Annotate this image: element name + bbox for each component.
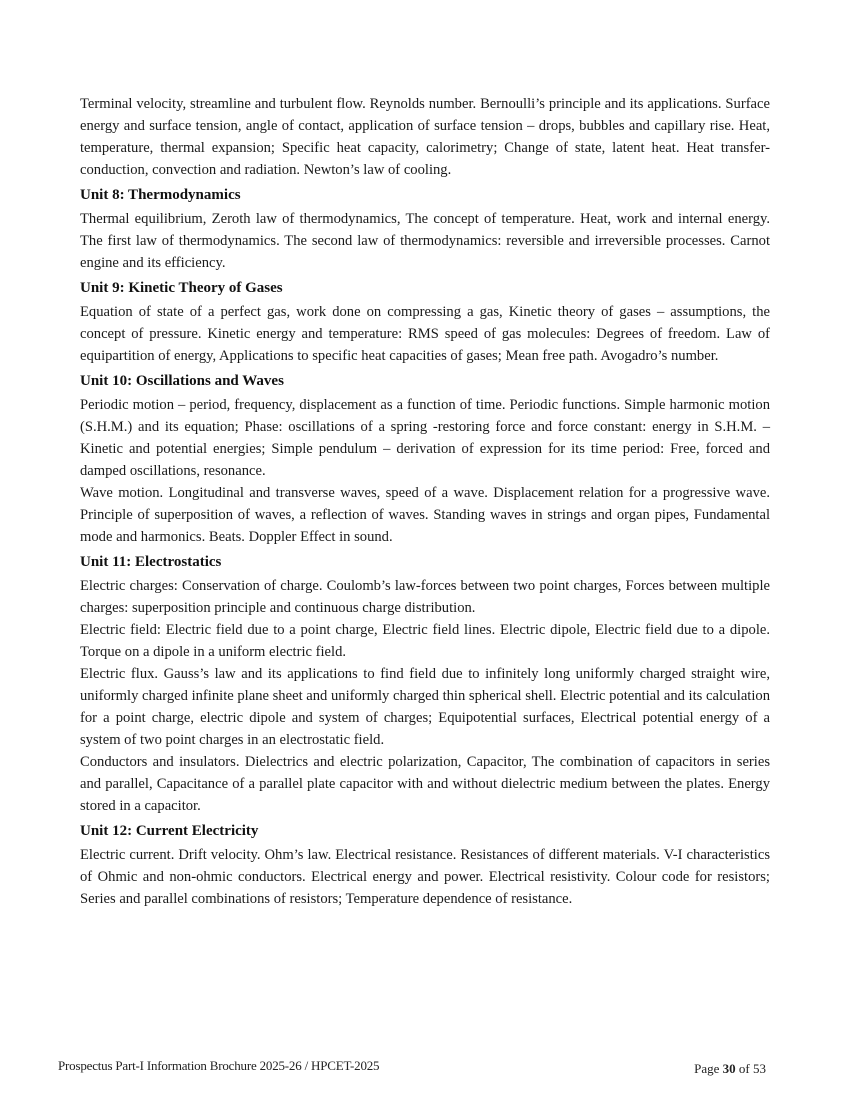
unit-paragraph: Electric field: Electric field due to a point charge, Electric field lines. Electric dipole, Electric field due to a dipole. Torque on a dipole in a uniform electric field.	[80, 622, 770, 660]
unit-paragraph: Thermal equilibrium, Zeroth law of thermodynamics, The concept of temperature. Heat, work and internal energy. The first law of thermodynamics. The second law of thermodynamics: reversible and irreversible processes. Carnot engine and its efficiency.	[80, 211, 770, 271]
unit-heading: Unit 10: Oscillations and Waves	[80, 373, 284, 389]
unit-paragraph: Equation of state of a perfect gas, work done on compressing a gas, Kinetic theory of gases – assumptions, the concept of pressure. Kinetic energy and temperature: RMS speed of gas molecules: Degrees of freedom. Law of equipartition of energy, Applications to specific heat capacities of gases; Mean free path. Avogadro’s number.	[80, 304, 770, 364]
footer-document-title: Prospectus Part-I Information Brochure 2025-26 / HPCET-2025	[58, 1058, 380, 1073]
unit-paragraph: Wave motion. Longitudinal and transverse waves, speed of a wave. Displacement relation for a progressive wave. Principle of superposition of waves, a reflection of waves. Standing waves in strings and organ pipes, Fundamental mode and harmonics. Beats. Doppler Effect in sound.	[80, 485, 770, 545]
intro-paragraph: Terminal velocity, streamline and turbulent flow. Reynolds number. Bernoulli’s principle and its applications. Surface energy and surface tension, angle of contact, application of surface tension – drops, bubbles and capillary rise. Heat, temperature, thermal expansion; Specific heat capacity, calorimetry; Change of state, latent heat. Heat transfer-conduction, convection and radiation. Newton’s law of cooling.	[80, 96, 770, 178]
unit-heading: Unit 11: Electrostatics	[80, 554, 222, 570]
unit-paragraph: Conductors and insulators. Dielectrics and electric polarization, Capacitor, The combination of capacitors in series and parallel, Capacitance of a parallel plate capacitor with and without dielectric medium between the plates. Energy stored in a capacitor.	[80, 754, 770, 814]
page-label: Page	[694, 1061, 720, 1076]
page-current: 30	[722, 1061, 736, 1076]
unit-paragraph: Electric current. Drift velocity. Ohm’s law. Electrical resistance. Resistances of different materials. V-I characteristics of Ohmic and non-ohmic conductors. Electrical energy and power. Electrical resistivity. Colour code for resistors; Series and parallel combinations of resistors; Temperature dependence of resistance.	[80, 847, 770, 907]
syllabus-content	[80, 93, 770, 910]
page-total: 53	[753, 1061, 766, 1076]
unit-paragraph: Electric flux. Gauss’s law and its applications to find field due to infinitely long uniformly charged straight wire, uniformly charged infinite plane sheet and uniformly charged thin spherical shell. Electric potential and its calculation for a point charge, electric dipole and system of charges; Equipotential surfaces, Electrical potential energy of a system of two point charges in an electrostatic field.	[80, 666, 771, 748]
page-number	[694, 1061, 766, 1077]
unit-11-section	[80, 550, 770, 817]
unit-paragraph: Periodic motion – period, frequency, displacement as a function of time. Periodic functions. Simple harmonic motion (S.H.M.) and its equation; Phase: oscillations of a spring -restoring force and force constant: energy in S.H.M. – Kinetic and potential energies; Simple pendulum – derivation of expression for its time period: Free, forced and damped oscillations, resonance.	[80, 397, 770, 479]
unit-8-section	[80, 183, 770, 274]
unit-9-section	[80, 276, 770, 367]
unit-heading: Unit 12: Current Electricity	[80, 823, 259, 839]
unit-10-section	[80, 369, 770, 548]
unit-paragraph: Electric charges: Conservation of charge. Coulomb’s law-forces between two point charges, Forces between multiple charges: superposition principle and continuous charge distribution.	[80, 578, 770, 616]
unit-12-section	[80, 819, 770, 910]
unit-heading: Unit 8: Thermodynamics	[80, 187, 241, 203]
unit-heading: Unit 9: Kinetic Theory of Gases	[80, 280, 283, 296]
page-of-label: of	[738, 1061, 750, 1076]
page-footer	[58, 1058, 766, 1080]
